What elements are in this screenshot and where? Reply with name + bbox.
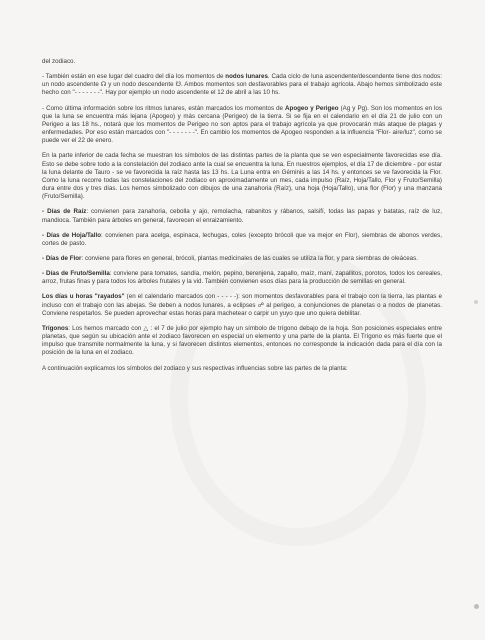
paragraph-dias-hoja: - Días de Hoja/Tallo: convienen para acelga, espinaca, lechugas, coles (excepto brócoli que va mejor en Flor), siembras de abonos verdes, cortes de pasto. xyxy=(42,231,442,247)
page-edge-mark xyxy=(474,300,478,304)
paragraph-continuacion: A continuación explicamos los símbolos del zodiaco y sus respectivas influencias sobre las partes de la planta: xyxy=(42,364,348,372)
paragraph-dias-rayados: Los días u horas "rayados" (en el calendario marcados con - - - - -): son momentos desfavorables para el trabajo con la tierra, las plantas e incluso con el trabajo con las abejas. Se deben a nodos lunares, a eclipses ☍ al perigeo, a conjunciones de planetas o a nodos de planetas. Conviene respetarlos. Se pueden aprovechar estas horas para machetear o carpir un yuyo que uno quiera debilitar. xyxy=(42,293,442,317)
page-edge-mark-bottom xyxy=(474,604,479,609)
paragraph-intro: del zodiaco. xyxy=(42,58,76,65)
paragraph-partes-planta: En la parte inferior de cada fecha se muestran los símbolos de las distintas partes de la planta que se ven especialmente favorecidas ese día. Esto se debe sobre todo a la constelación del zodiaco ante la cual se encuentra la luna. En nuestros ejemplos, el día 17 de diciembre - por estar la luna delante de Tauro - se ve favorecida la raíz hasta las 13 hs. La Luna entra en Géminis a las 14 hs. y entonces se ve favorecida la Flor. Como la luna recorre todas las constelaciones del zodiaco en aproximadamente un mes, cada impulso (Raíz, Hoja/Tallo, Flor y Fruto/Semilla) dura entre dos y tres días. Los hemos simbolizado con dibujos de una zanahoria (Raíz), una hoja (Hoja/Tallo), una flor (Flor) y una manzana (Fruto/Semilla). xyxy=(42,152,442,201)
paragraph-dias-raiz: - Días de Raíz: convienen para zanahoria, cebolla y ajo, remolacha, rabanitos y rábanos, salsifí, todas las papas y batatas, raíz de luz, mandioca. También para árboles en general, favorecen el enraizamiento. xyxy=(42,208,442,224)
document-body xyxy=(42,58,442,380)
paragraph-dias-fruto: - Días de Fruto/Semilla: conviene para tomates, sandía, melón, pepino, berenjena, zapallo, maíz, maní, zapallitos, porotos, todos los cereales, arroz, frutas finas y para todos los árboles frutales y la vid. También convienen esos días para la producción de semillas en general. xyxy=(42,270,442,286)
paragraph-apogeo-perigeo: - Como última información sobre los ritmos lunares, están marcados los momentos de Apogeo y Perigeo (Ag y Pg). Son los momentos en los que la luna se encuentra más lejana (Apogeo) y más cercana (Perigeo) de la tierra. Si se fija en el calendario en el día 21 de julio con un Perigeo a las 18 hs., notará que los momentos de Perigeo no son aptos para el trabajo agrícola ya que provocarán más ataque de plagas y enfermedades. Por eso están marcados con "- - - - - - -". En cambio los momentos de Apogeo responden a la influencia "Flor- aire/luz", como se puede ver el 22 de enero. xyxy=(42,104,442,145)
paragraph-trigonos: Trígonos: Los hemos marcado con △ : el 7 de julio por ejemplo hay un símbolo de trígono debajo de la hoja. Son posiciones especiales entre planetas, que según su ubicación ante el zodiaco favorecen en especial un elemento y una parte de la planta. El Trígono es más fuerte que el impulso que transmite normalmente la luna, y si favorecen distintos elementos, entonces no corresponde la indicación dada para el día con la posición de la luna en el zodiaco. xyxy=(42,324,442,357)
paragraph-dias-flor: - Días de Flor: conviene para flores en general, brócoli, plantas medicinales de las cuales se utiliza la flor, y para siembras de oleáceas. xyxy=(42,254,418,262)
paragraph-nodos-lunares: - También están en ese lugar del cuadro del día los momentos de nodos lunares. Cada ciclo de luna ascendente/descendente tiene dos nodos: un nodo ascendente ☊ y un nodo descendente ☋. Ambos momentos son desfavorables para el trabajo agrícola. Abajo hemos simbolizado este hecho con "- - - - - - -". Hay por ejemplo un nodo ascendente el 12 de abril a las 10 hs. xyxy=(42,73,442,97)
